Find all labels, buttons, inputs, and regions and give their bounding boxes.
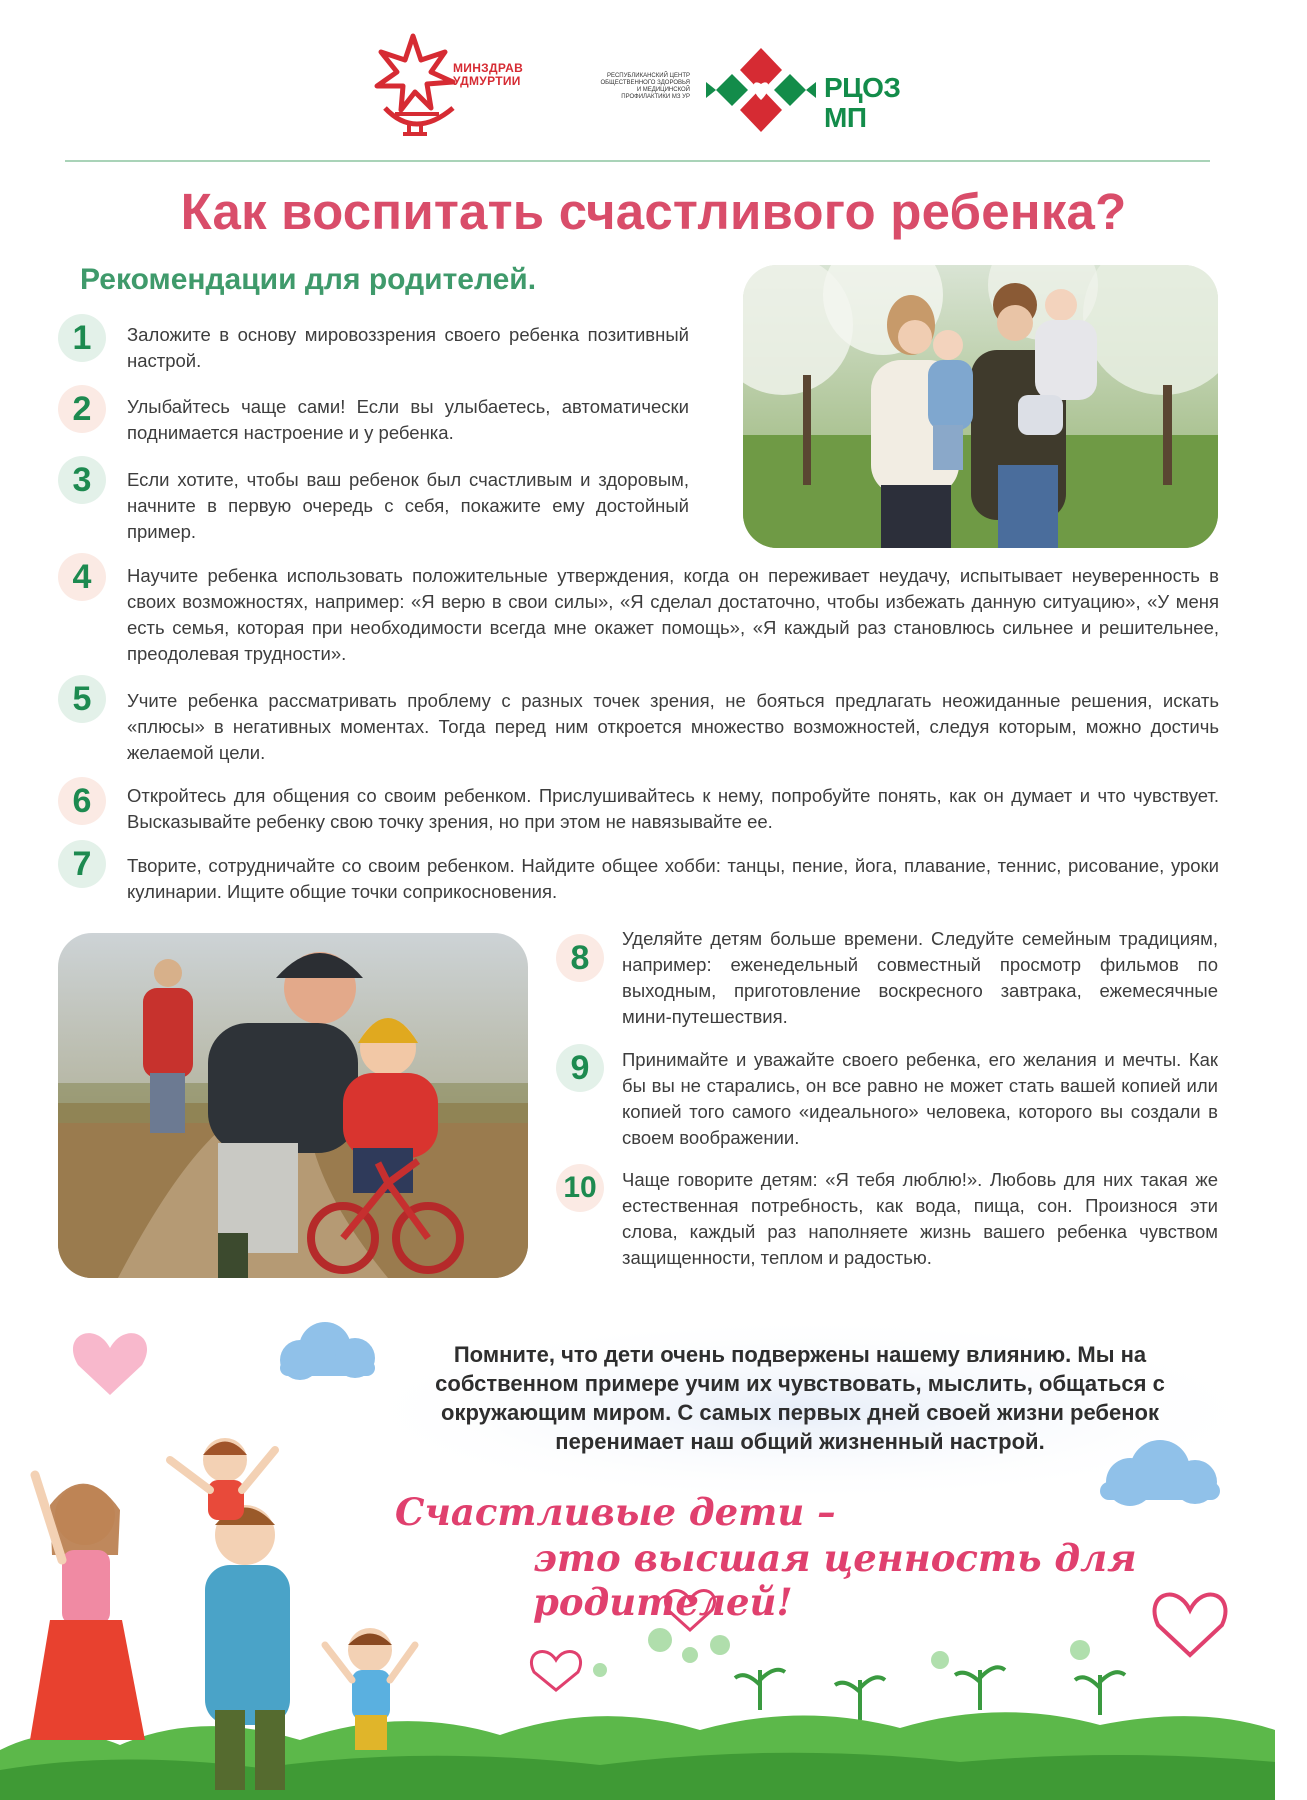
recommendation-text: Творите, сотрудничайте со своим ребенком. Найдите общее хобби: танцы, пение, йога, плавание, теннис, рисование, уроки кулинарии. Ищите общие точки соприкосновения. (127, 855, 1219, 902)
recommendation-number: 9 (556, 1044, 604, 1092)
recommendation-number: 7 (58, 840, 106, 888)
recommendation-number: 3 (58, 456, 106, 504)
page-title: Как воспитать счастливого ребенка? (180, 183, 1127, 240)
recommendation-text: Чаще говорите детям: «Я тебя люблю!». Любовь для них такая же естественная потребность, как вода, пища, сон. Произнося эти слова, каждый раз наполняете жизнь вашего ребенка чувством защищенности, теплом и радостью. (622, 1169, 1218, 1268)
header-divider (65, 160, 1210, 162)
rcozmp-logo-small-text: РЕСПУБЛИКАНСКИЙ ЦЕНТР ОБЩЕСТВЕННОГО ЗДОРОВЬЯ И МЕДИЦИНСКОЙ ПРОФИЛАКТИКИ МЗ УР (600, 73, 690, 100)
bike-photo (58, 933, 528, 1278)
recommendation-text: Учите ребенка рассматривать проблему с разных точек зрения, не бояться предлагать неожиданные решения, искать «плюсы» в негативных моментах. Тогда перед ним откроется множество возможностей, следуя которым, можно достичь желаемой цели. (127, 690, 1219, 763)
recommendation-number: 1 (58, 314, 106, 362)
minzdrav-emblem-icon (365, 30, 465, 142)
remember-text: Помните, что дети очень подвержены нашему влиянию. Мы на собственном примере учим их чувствовать, мыслить, общаться с окружающим миром. С самых первых дней своей жизни ребенок перенимает наш общий жизненный настрой. (435, 1342, 1165, 1454)
recommendation-text: Откройтесь для общения со своим ребенком. Прислушивайтесь к нему, попробуйте понять, как он думает и что чувствует. Высказывайте ребенку свою точку зрения, но при этом не навязывайте ее. (127, 785, 1219, 832)
slogan-line-2: это высшая ценность для родителей! (533, 1536, 1137, 1624)
recommendation-number: 5 (58, 675, 106, 723)
rcozmp-logo (600, 40, 930, 140)
recommendation-text: Уделяйте детям больше времени. Следуйте семейным традициям, например: еженедельный совместный просмотр фильмов по выходным, приготовление воскресного завтрака, ежемесячные мини-путешествия. (622, 928, 1218, 1027)
recommendation-number: 10 (556, 1164, 604, 1212)
rcozmp-logo-abbr: РЦОЗ МП (824, 72, 901, 133)
recommendation-number: 6 (58, 777, 106, 825)
recommendation-text: Научите ребенка использовать положительные утверждения, когда он переживает неудачу, испытывает неуверенность в своих возможностях, например: «Я верю в свои силы», «Я сделал достаточно, чтобы избежать данную ситуацию», «У меня есть семья, которая при необходимости всегда мне окажет помощь», «Я каждый раз становлюсь сильнее и решительнее, преодолевая трудности». (127, 565, 1219, 664)
rcozmp-ornament-icon (702, 44, 820, 136)
recommendation-text: Улыбайтесь чаще сами! Если вы улыбаетесь, автоматически поднимается настроение и у ребенка. (127, 396, 689, 443)
minzdrav-logo (365, 30, 525, 142)
recommendation-text: Если хотите, чтобы ваш ребенок был счастливым и здоровым, начните в первую очередь с себя, покажите ему достойный пример. (127, 469, 689, 542)
recommendation-number: 8 (556, 934, 604, 982)
recommendation-text: Заложите в основу мировоззрения своего ребенка позитивный настрой. (127, 324, 689, 371)
family-photo (743, 265, 1218, 548)
recommendation-text: Принимайте и уважайте своего ребенка, его желания и мечты. Как бы вы не старались, он все равно не может стать вашей копией или копией того самого «идеального» человека, которого вы создали в своем воображении. (622, 1049, 1218, 1148)
recommendation-number: 2 (58, 385, 106, 433)
recommendation-number: 4 (58, 553, 106, 601)
minzdrav-logo-text: МИНЗДРАВ УДМУРТИИ (453, 61, 524, 88)
slogan-line-1: Счастливые дети – (395, 1490, 836, 1534)
page-subtitle: Рекомендации для родителей. (80, 263, 537, 296)
